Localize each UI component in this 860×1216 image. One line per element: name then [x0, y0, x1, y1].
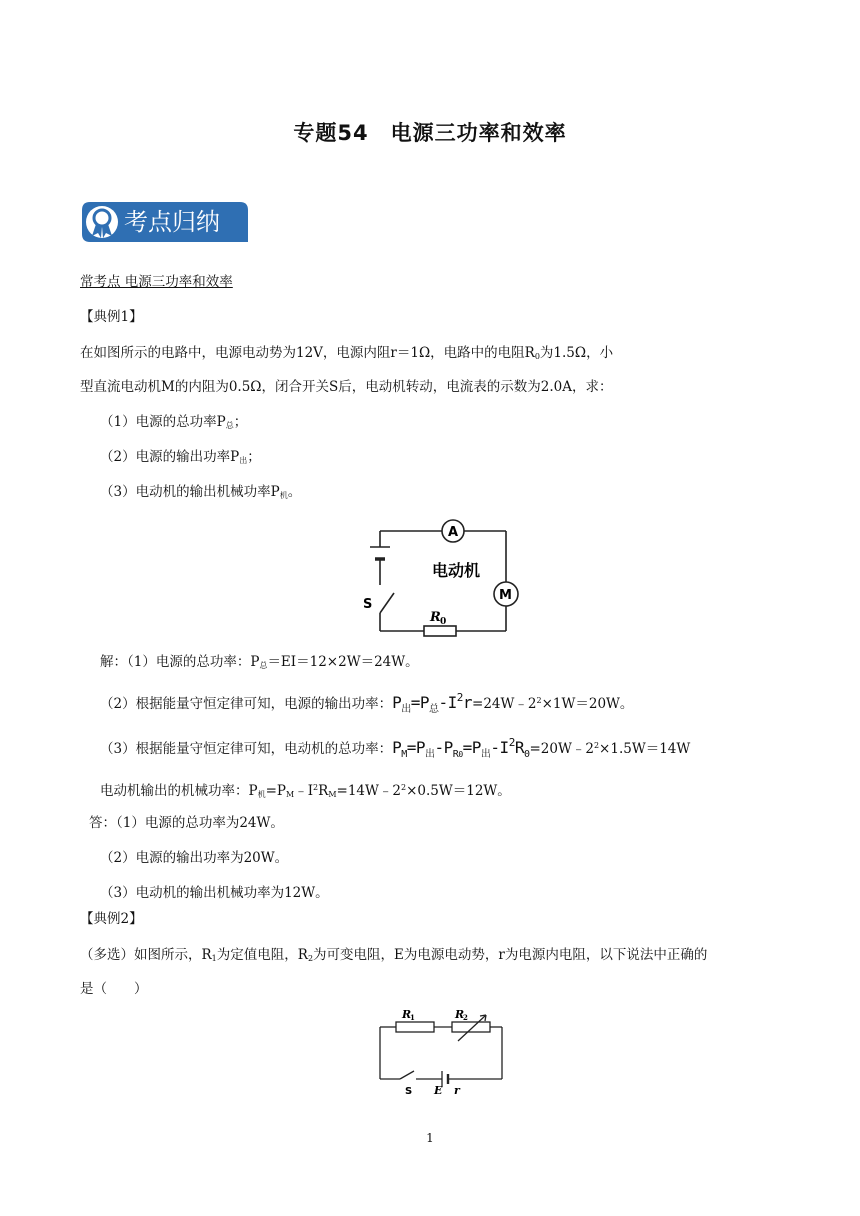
- resistor-label: R: [430, 610, 441, 625]
- example1-question1: （1）电源的总功率P总；: [100, 414, 248, 430]
- r1-label: R: [402, 1008, 412, 1021]
- example1-question3: （3）电动机的输出机械功率P机。: [100, 484, 302, 500]
- example1-problem-line2: 型直流电动机M的内阻为0.5Ω，闭合开关S后，电动机转动，电流表的示数为2.0A，求：: [80, 379, 613, 395]
- motor-power-formula: $P_M=P_出-P_{R0}=P_出-I^2R_0$: [392, 736, 530, 760]
- internal-resistance-label: r: [454, 1084, 460, 1097]
- section-badge: [80, 198, 250, 244]
- example2-problem-line1: （多选）如图所示，R1为定值电阻，R2为可变电阻，E为电源电动势，r为电源内电阻，以下说法中正确的: [80, 947, 708, 963]
- circuit-figure-2: [374, 1005, 514, 1101]
- r1-subscript: 1: [410, 1013, 415, 1022]
- solution-line2: （2）根据能量守恒定律可知，电源的输出功率：$P_出=P_总-I^2r=24W﹣2^2\times 1W=20W$。: [100, 691, 634, 715]
- answer-line2: （2）电源的输出功率为20W。: [100, 850, 289, 866]
- solution-line1: 解：（1）电源的总功率：P总＝EI＝12×2W＝24W。: [100, 654, 419, 670]
- output-power-formula: $P_出=P_总-I^2r$: [392, 691, 473, 715]
- r2-label: R: [455, 1008, 465, 1021]
- example1-label: 【典例1】: [80, 309, 143, 325]
- page-title: 专题54 电源三功率和效率: [293, 121, 567, 145]
- resistor-subscript: 0: [440, 617, 447, 627]
- circuit-figure-1: [360, 513, 520, 647]
- page-number: 1: [426, 1131, 434, 1145]
- emf-label: E: [434, 1084, 443, 1097]
- answer-line3: （3）电动机的输出机械功率为12W。: [100, 885, 329, 901]
- example2-label: 【典例2】: [80, 911, 143, 927]
- ammeter-label: A: [448, 525, 459, 540]
- example1-question2: （2）电源的输出功率P出；: [100, 449, 261, 465]
- switch-s-label: S: [405, 1086, 413, 1097]
- answer-line1: 答：（1）电源的总功率为24W。: [89, 815, 284, 831]
- solution-line3: （3）根据能量守恒定律可知，电动机的总功率：$P_M=P_出-P_{R0}=P_出-I^2R_0=20W﹣2^2\times 1.5W=14W$: [100, 736, 691, 760]
- r2-subscript: 2: [463, 1013, 468, 1022]
- section-heading: 常考点 电源三功率和效率: [80, 274, 233, 290]
- badge-text: 考点归纳: [124, 208, 220, 236]
- motor-symbol-label: M: [499, 588, 512, 603]
- motor-text-label: 电动机: [432, 561, 481, 580]
- example1-problem-line1: 在如图所示的电路中，电源电动势为12V，电源内阻r＝1Ω，电路中的电阻R0为1.5Ω，小: [80, 345, 614, 361]
- example2-problem-line2: 是（ ）: [80, 981, 148, 997]
- mechanical-power-line: 电动机输出的机械功率：P机$=PM﹣I^2RM=14W﹣2^2\times 0.5W=12W$。: [100, 783, 511, 799]
- switch-label: S: [363, 597, 373, 612]
